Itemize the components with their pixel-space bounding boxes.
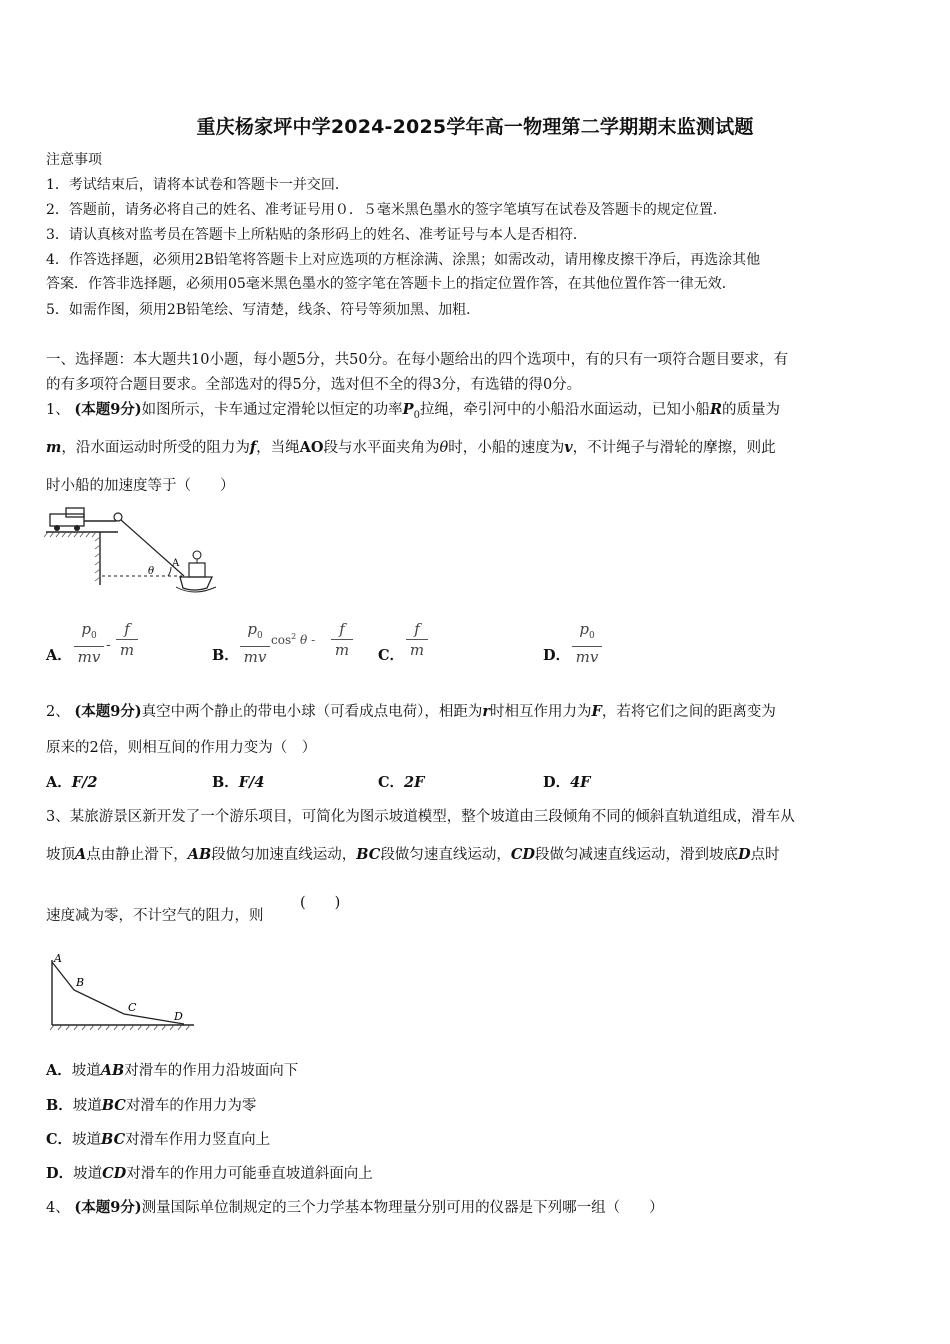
- option-label: A．: [46, 647, 72, 664]
- question-text: 时，小船的速度为: [448, 440, 565, 456]
- question-3-line-2: [46, 845, 780, 865]
- option-text: 对滑车的作用力为零: [125, 1098, 257, 1114]
- fraction: [331, 620, 353, 659]
- question-score: (本题9分): [74, 401, 142, 418]
- option: [543, 773, 590, 793]
- question-1-line-2: [46, 438, 776, 458]
- question-1-line-3: 时小船的加速度等于（ ）: [46, 478, 235, 494]
- option-seg: BC: [101, 1097, 126, 1114]
- question-1-line-1: [46, 400, 780, 426]
- var-f: F: [591, 703, 602, 720]
- figure-label: θ: [148, 566, 155, 577]
- minus-sign: -: [106, 637, 111, 653]
- option-text: 坡道: [71, 1063, 101, 1079]
- notice-item: 3．请认真核对监考员在答题卡上所粘贴的条形码上的姓名、准考证号与本人是否相符．: [46, 227, 587, 243]
- slope-figure: [44, 950, 204, 1032]
- question-number: 4、: [46, 1200, 70, 1216]
- var-r: r: [482, 703, 491, 720]
- option-seg: AB: [100, 1062, 125, 1079]
- var-ab: AB: [187, 846, 212, 863]
- option-text: 对滑车的作用力可能垂直坡道斜面向上: [126, 1166, 373, 1182]
- option-seg: BC: [101, 1131, 126, 1148]
- question-3-line-1: 3、某旅游景区新开发了一个游乐项目，可简化为图示坡道模型，整个坡道由三段倾角不同的倾斜直轨道组成，滑车从: [46, 809, 795, 825]
- option-text: 坡道: [72, 1132, 102, 1148]
- option-label: B．: [212, 774, 239, 791]
- var-cd: CD: [510, 846, 535, 863]
- figure-label: C: [128, 1001, 137, 1014]
- question-score: (本题9分): [74, 1199, 142, 1216]
- frac-den: mv: [575, 648, 599, 666]
- option-label: C．: [378, 774, 405, 791]
- option: [46, 773, 97, 793]
- figure-label: D: [174, 1010, 183, 1023]
- frac-sub: 0: [256, 631, 263, 641]
- question-number: 2、: [46, 704, 70, 720]
- notice-heading: 注意事项: [46, 152, 102, 168]
- answer-paren: ( ): [300, 895, 341, 911]
- question-text: 拉绳，牵引河中的小船沿水面运动，已知小船: [419, 402, 710, 418]
- notice-item: 1．考试结束后，请将本试卷和答题卡一并交回．: [46, 177, 349, 193]
- option-value: 4F: [570, 774, 591, 791]
- option-text: 对滑车作用力竖直向上: [125, 1132, 271, 1148]
- fraction: [406, 620, 428, 659]
- pulley-boat-figure: [44, 505, 224, 600]
- question-score: (本题9分): [74, 703, 142, 720]
- var-theta: θ: [439, 440, 449, 456]
- frac-num: p: [579, 620, 589, 638]
- var-d: D: [737, 846, 751, 863]
- option-label: A．: [46, 1062, 72, 1079]
- option-label: C．: [46, 1131, 73, 1148]
- page-title: 重庆杨家坪中学2024-2025学年高一物理第二学期期末监测试题: [196, 116, 754, 138]
- question-text: 时相互作用力为: [490, 704, 592, 720]
- option-label: B．: [46, 1097, 73, 1114]
- option: [212, 773, 264, 793]
- frac-num: f: [339, 620, 345, 638]
- option-seg: CD: [102, 1165, 127, 1182]
- var-p: P: [402, 401, 414, 418]
- question-text: 坡顶: [46, 847, 75, 863]
- option-value: 2F: [404, 774, 425, 791]
- question-3-line-3: 速度减为零，不计空气的阻力，则: [46, 908, 264, 924]
- option: [46, 1061, 298, 1081]
- question-number: 1、: [46, 402, 70, 418]
- question-text: ，当绳: [256, 440, 300, 456]
- var-a: A: [75, 846, 87, 863]
- question-text: ，沿水面运动时所受的阻力为: [61, 440, 250, 456]
- frac-den: mv: [243, 648, 267, 666]
- option-value: F/2: [71, 774, 98, 791]
- frac-num: p: [247, 620, 257, 638]
- theta-minus: θ -: [300, 633, 316, 647]
- var-bc: BC: [356, 846, 381, 863]
- notice-item: 答案．作答非选择题，必须用05毫米黑色墨水的签字笔在答题卡上的指定位置作答，在其他位置作答一律无效．: [46, 276, 736, 292]
- option-label: D．: [543, 647, 571, 664]
- var-ao: AO: [299, 439, 324, 456]
- figure-label: A: [172, 558, 180, 569]
- fraction: [240, 620, 270, 666]
- option: [46, 1164, 373, 1184]
- frac-num: f: [124, 620, 130, 638]
- option-label: D．: [543, 774, 571, 791]
- var-r: R: [709, 401, 722, 418]
- figure-label: B: [76, 976, 85, 989]
- question-text: 真空中两个静止的带电小球（可看成点电荷），相距为: [141, 704, 483, 720]
- frac-den: mv: [77, 648, 101, 666]
- option-text: 对滑车的作用力沿坡面向下: [124, 1063, 299, 1079]
- frac-den: m: [409, 641, 425, 659]
- option-value: F/4: [238, 774, 265, 791]
- var-v: v: [564, 439, 573, 456]
- fraction: [74, 620, 104, 666]
- frac-sub: 0: [90, 631, 97, 641]
- question-text: 点由静止滑下，: [86, 847, 188, 863]
- frac-den: m: [119, 641, 135, 659]
- var-sub: 0: [413, 409, 420, 421]
- option-label: A．: [46, 774, 72, 791]
- question-text: 段做匀加速直线运动，: [211, 847, 357, 863]
- question-text: 如图所示，卡车通过定滑轮以恒定的功率: [141, 402, 403, 418]
- option-label: C．: [378, 647, 405, 664]
- frac-den: m: [334, 641, 350, 659]
- option: [378, 773, 424, 793]
- question-4-line-1: [46, 1198, 664, 1218]
- question-text: ，不计绳子与滑轮的摩擦，则此: [572, 440, 776, 456]
- question-text: 的质量为: [722, 402, 780, 418]
- option-label: D．: [46, 1165, 74, 1182]
- fraction: [572, 620, 602, 666]
- math-text: [271, 632, 315, 647]
- question-text: 段做匀速直线运动，: [380, 847, 511, 863]
- fraction: [116, 620, 138, 659]
- option-label: B．: [212, 647, 239, 664]
- frac-num: f: [414, 620, 420, 638]
- question-2-line-1: [46, 702, 776, 722]
- question-text: 测量国际单位制规定的三个力学基本物理量分别可用的仪器是下列哪一组（ ）: [141, 1200, 664, 1216]
- option: [46, 1130, 270, 1150]
- cos-text: cos: [271, 633, 292, 647]
- frac-sub: 0: [588, 631, 595, 641]
- question-text: 段与水平面夹角为: [323, 440, 440, 456]
- question-text: 段做匀减速直线运动，滑到坡底: [534, 847, 738, 863]
- cos-sup: 2: [291, 632, 297, 641]
- question-text: ，若将它们之间的距离变为: [601, 704, 776, 720]
- question-text: 点时: [750, 847, 780, 863]
- section-intro: 一、选择题：本大题共10小题，每小题5分，共50分。在每小题给出的四个选项中，有的只有一项符合题目要求，有: [46, 352, 789, 368]
- section-intro: 的有多项符合题目要求。全部选对的得5分，选对但不全的得3分，有选错的得0分。: [46, 377, 582, 393]
- option-text: 坡道: [72, 1098, 102, 1114]
- frac-num: p: [81, 620, 91, 638]
- question-2-line-2: 原来的2倍，则相互间的作用力变为（ ）: [46, 740, 317, 756]
- var-m: m: [46, 439, 62, 456]
- var-f: f: [249, 439, 257, 456]
- figure-label: A: [54, 952, 62, 965]
- notice-item: 5．如需作图，须用2B铅笔绘、写清楚，线条、符号等须加黑、加粗．: [46, 302, 481, 318]
- notice-item: 2．答题前，请务必将自己的姓名、准考证号用０．５毫米黑色墨水的签字笔填写在试卷及答题卡的规定位置．: [46, 202, 727, 218]
- option-text: 坡道: [73, 1166, 103, 1182]
- notice-item: 4．作答选择题，必须用2B铅笔将答题卡上对应选项的方框涂满、涂黑；如需改动，请用橡皮擦干净后，再选涂其他: [46, 252, 761, 268]
- option: [46, 1096, 256, 1116]
